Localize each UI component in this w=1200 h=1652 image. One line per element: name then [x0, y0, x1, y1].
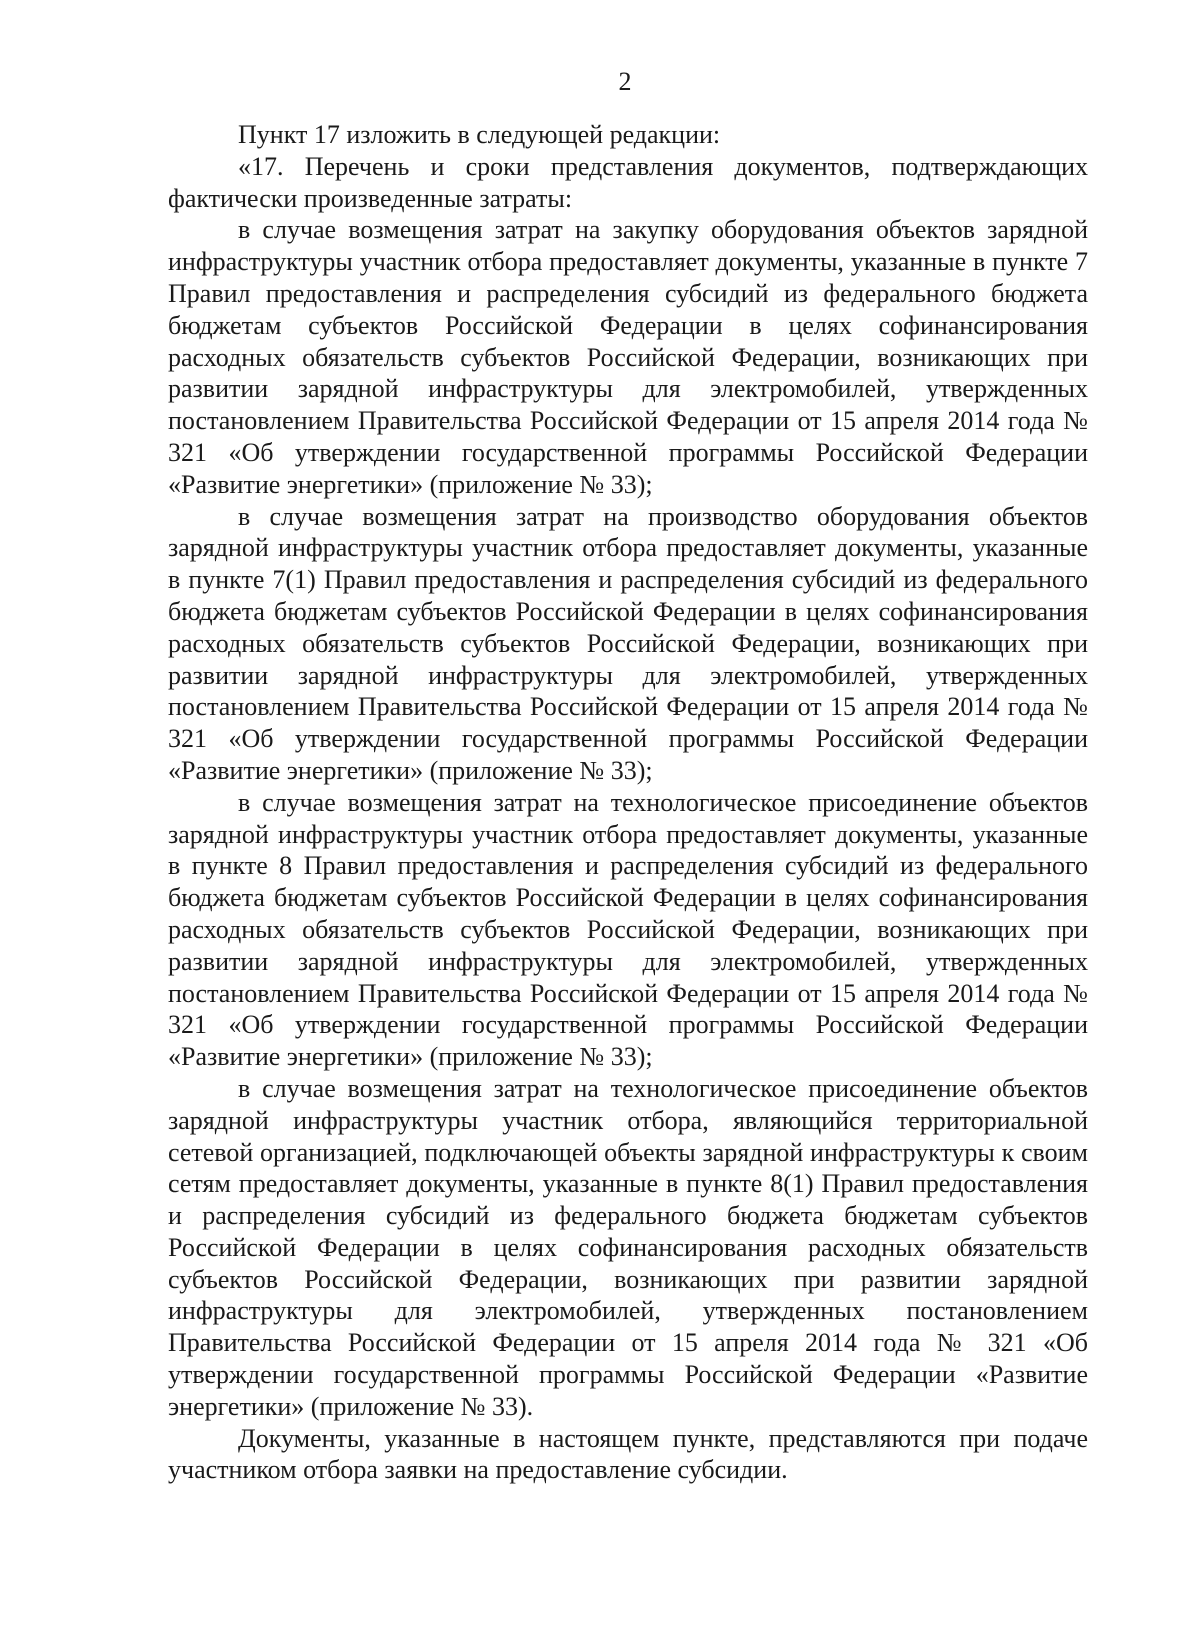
page-number: 2: [618, 67, 632, 96]
paragraph-grid-organization-connection: в случае возмещения затрат на технологическое присоединение объектов зарядной инфраструктуры участник отбора, являющийся территориальной сетевой организацией, подключающей объекты зарядной инфраструктуры к своим сетям предоставляет документы, указанные в пункте 8(1) Правил предоставления и распределения субсидий из федерального бюджета бюджетам субъектов Российской Федерации в целях софинансирования расходных обязательств субъектов Российской Федерации, возникающих при развитии зарядной инфраструктуры для электромобилей, утвержденных постановлением Правительства Российской Федерации от 15 апреля 2014 года № 321 «Об утверждении государственной программы Российской Федерации «Развитие энергетики» (приложение № 33).: [168, 1073, 1088, 1421]
paragraph-intro: Пункт 17 изложить в следующей редакции:: [238, 120, 721, 149]
paragraph-equipment-purchase: в случае возмещения затрат на закупку оборудования объектов зарядной инфраструктуры участник отбора предоставляет документы, указанные в пункте 7 Правил предоставления и распределения субсидий из федерального бюджета бюджетам субъектов Российской Федерации в целях софинансирования расходных обязательств субъектов Российской Федерации, возникающих при развитии зарядной инфраструктуры для электромобилей, утвержденных постановлением Правительства Российской Федерации от 15 апреля 2014 года № 321 «Об утверждении государственной программы Российской Федерации «Развитие энергетики» (приложение № 33);: [168, 215, 1088, 499]
paragraph-item-17-heading: «17. Перечень и сроки представления документов, подтверждающих фактически произведенные затраты:: [168, 151, 1088, 213]
paragraph-equipment-production: в случае возмещения затрат на производство оборудования объектов зарядной инфраструктуры участник отбора предоставляет документы, указанные в пункте 7(1) Правил предоставления и распределения субсидий из федерального бюджета бюджетам субъектов Российской Федерации в целях софинансирования расходных обязательств субъектов Российской Федерации, возникающих при развитии зарядной инфраструктуры для электромобилей, утвержденных постановлением Правительства Российской Федерации от 15 апреля 2014 года № 321 «Об утверждении государственной программы Российской Федерации «Развитие энергетики» (приложение № 33);: [168, 501, 1088, 785]
paragraph-submission-terms: Документы, указанные в настоящем пункте, представляются при подаче участником отбора заявки на предоставление субсидии.: [168, 1423, 1088, 1485]
paragraph-grid-connection: в случае возмещения затрат на технологическое присоединение объектов зарядной инфраструктуры участник отбора предоставляет документы, указанные в пункте 8 Правил предоставления и распределения субсидий из федерального бюджета бюджетам субъектов Российской Федерации в целях софинансирования расходных обязательств субъектов Российской Федерации, возникающих при развитии зарядной инфраструктуры для электромобилей, утвержденных постановлением Правительства Российской Федерации от 15 апреля 2014 года № 321 «Об утверждении государственной программы Российской Федерации «Развитие энергетики» (приложение № 33);: [168, 787, 1088, 1072]
document-body: [168, 119, 1088, 1486]
